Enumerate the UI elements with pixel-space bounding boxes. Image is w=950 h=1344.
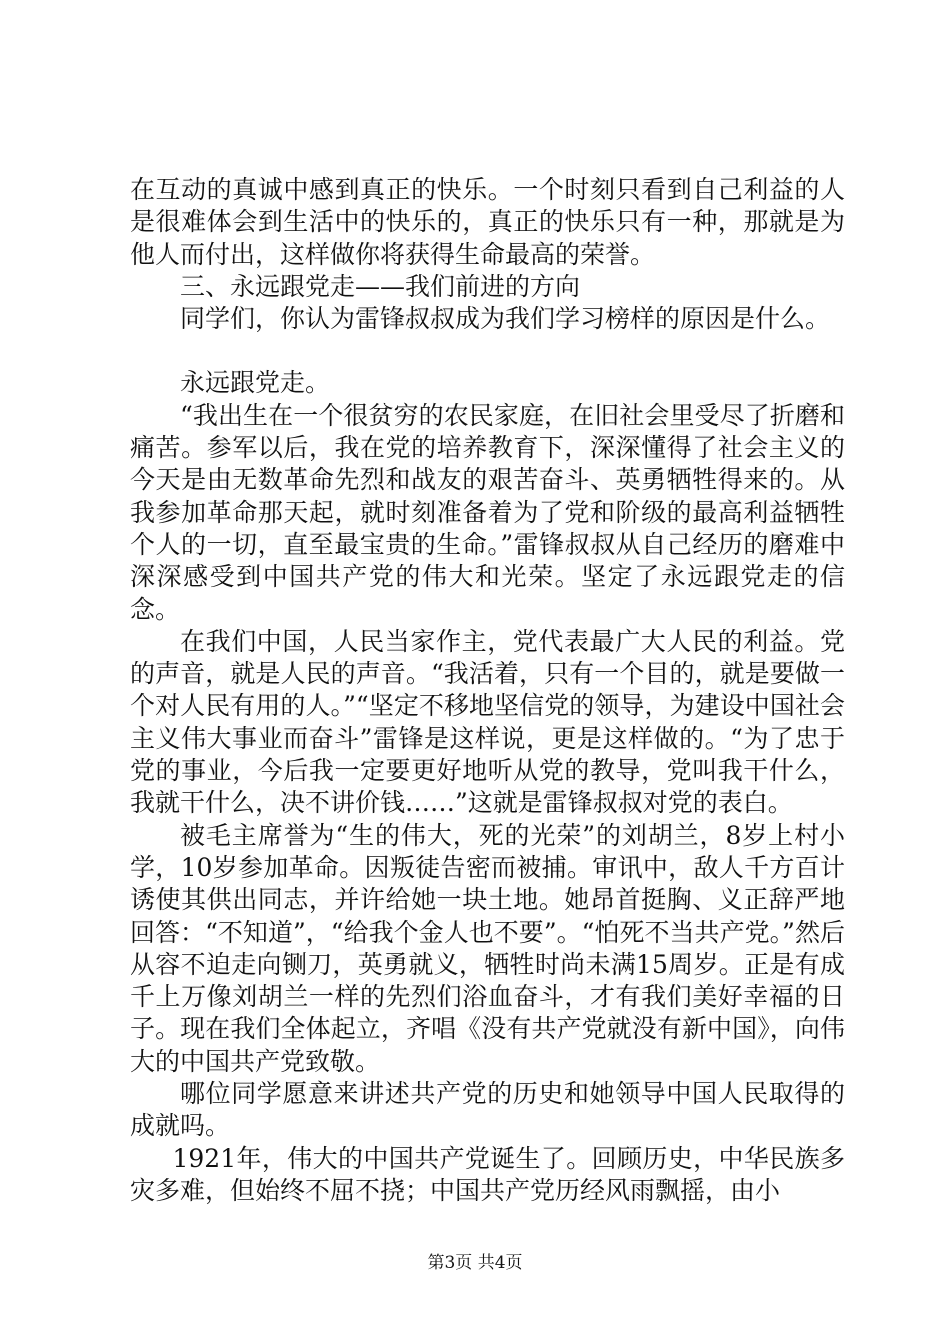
paragraph-continuation: 在互动的真诚中感到真正的快乐。一个时刻只看到自己利益的人是很难体会到生活中的快乐的，真正的快乐只有一种，那就是为他人而付出，这样做你将获得生命最高的荣誉。 (130, 175, 845, 269)
paragraph-quote: “我出生在一个很贫穷的农民家庭，在旧社会里受尽了折磨和痛苦。参军以后，我在党的培养教育下，深深懂得了社会主义的今天是由无数革命先烈和战友的艰苦奋斗、英勇牺牲得来的。从我参加革命那天起，就时刻准备着为了党和阶级的最高利益牺牲个人的一切，直至最宝贵的生命。”雷锋叔叔从自己经历的磨难中深深感受到中国共产党的伟大和光荣。坚定了永远跟党走的信念。 (130, 400, 845, 624)
blank-line (130, 335, 845, 367)
paragraph-answer: 永远跟党走。 (180, 368, 331, 398)
paragraph: 被毛主席誉为“生的伟大，死的光荣”的刘胡兰，8岁上村小学，10岁参加革命。因叛徒告密而被捕。审讯中，敌人千方百计诱使其供出同志，并许给她一块土地。她昂首挺胸、义正辞严地回答：“不知道”，“给我个金人也不要”。“怕死不当共产党。”然后从容不迫走向铡刀，英勇就义，牺牲时尚未满15周岁。正是有成千上万像刘胡兰一样的先烈们浴血奋斗，才有我们美好幸福的日子。现在我们全体起立，齐唱《没有共产党就没有新中国》，向伟大的中国共产党致敬。 (130, 820, 845, 1076)
paragraph: 哪位同学愿意来讲述共产党的历史和她领导中国人民取得的成就吗。 (130, 1079, 845, 1141)
document-body (130, 174, 845, 1207)
paragraph-question: 同学们，你认为雷锋叔叔成为我们学习榜样的原因是什么。 (180, 304, 831, 334)
section-heading: 三、永远跟党走——我们前进的方向 (180, 271, 581, 301)
page-footer: 第3页 共4页 (427, 1253, 523, 1273)
paragraph: 在我们中国，人民当家作主，党代表最广大人民的利益。党的声音，就是人民的声音。“我活着，只有一个目的，就是要做一个对人民有用的人。”“坚定不移地坚信党的领导，为建设中国社会主义伟大事业而奋斗”雷锋是这样说，更是这样做的。“为了忠于党的事业，今后我一定要更好地听从党的教导，党叫我干什么，我就干什么，决不讲价钱……”这就是雷锋叔叔对党的表白。 (130, 626, 845, 818)
paragraph: 1921年，伟大的中国共产党诞生了。回顾历史，中华民族多灾多难，但始终不屈不挠；中国共产党历经风雨飘摇，由小 (130, 1143, 845, 1205)
